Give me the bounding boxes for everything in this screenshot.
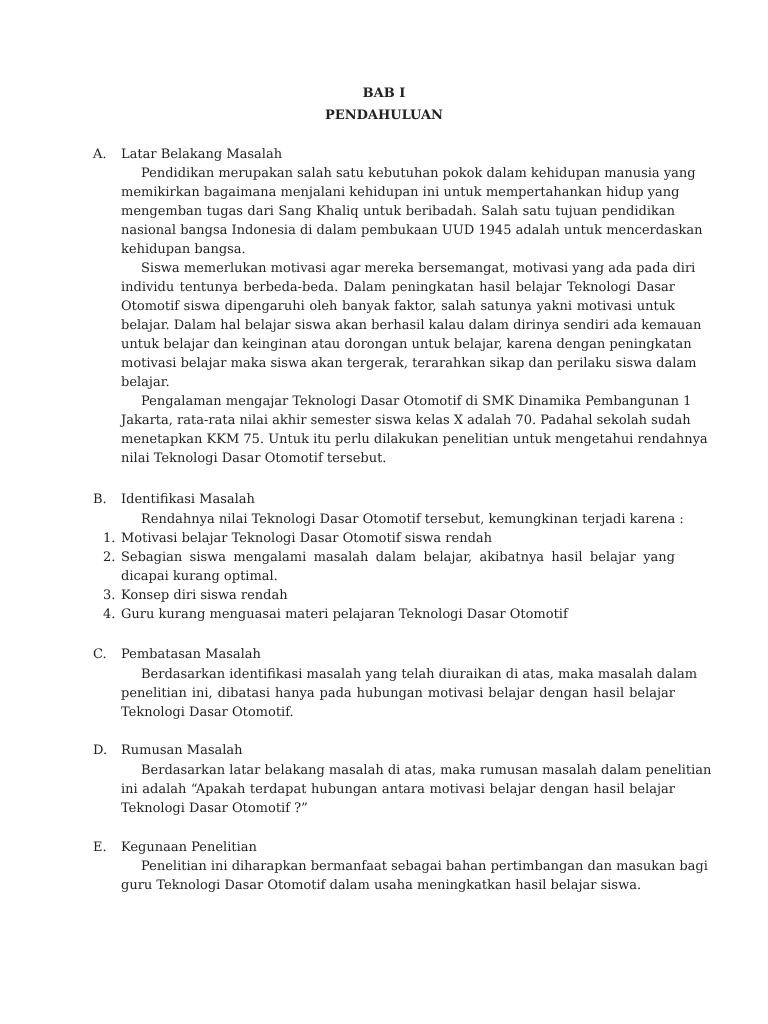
list-item: Konsep diri siswa rendah xyxy=(121,588,288,603)
list-number: 4. xyxy=(103,607,116,622)
section-d-heading: Rumusan Masalah xyxy=(121,743,243,758)
paragraph-line: motivasi belajar maka siswa akan tergerak, terarahkan sikap dan perilaku siswa dalam xyxy=(121,356,697,371)
list-item-continuation: dicapai kurang optimal. xyxy=(121,569,278,584)
section-a-letter: A. xyxy=(93,147,107,162)
paragraph-line: kehidupan bangsa. xyxy=(121,242,246,257)
paragraph-line: Berdasarkan latar belakang masalah di atas, maka rumusan masalah dalam penelitian xyxy=(141,763,712,778)
paragraph-line: untuk belajar dan keinginan atau dorongan untuk belajar, karena dengan peningkatan xyxy=(121,337,692,352)
list-number: 1. xyxy=(103,531,116,546)
paragraph-line: belajar. xyxy=(121,375,170,390)
list-number: 3. xyxy=(103,588,116,603)
list-item: Guru kurang menguasai materi pelajaran Teknologi Dasar Otomotif xyxy=(121,607,568,622)
section-e-letter: E. xyxy=(93,840,107,855)
paragraph-line: Pengalaman mengajar Teknologi Dasar Otomotif di SMK Dinamika Pembangunan 1 xyxy=(141,394,692,409)
paragraph-line: ini adalah “Apakah terdapat hubungan antara motivasi belajar dengan hasil belajar xyxy=(121,782,675,797)
paragraph-line: Teknologi Dasar Otomotif ?” xyxy=(121,801,308,816)
paragraph-line: belajar. Dalam hal belajar siswa akan berhasil kalau dalam dirinya sendiri ada kemauan xyxy=(121,318,702,333)
chapter-label: BAB I xyxy=(362,86,406,101)
paragraph-line: Jakarta, rata-rata nilai akhir semester siswa kelas X adalah 70. Padahal sekolah sudah xyxy=(121,413,691,428)
paragraph-line: mengemban tugas dari Sang Khaliq untuk beribadah. Salah satu tujuan pendidikan xyxy=(121,204,675,219)
section-d-letter: D. xyxy=(93,743,108,758)
paragraph-line: nasional bangsa Indonesia di dalam pembukaan UUD 1945 adalah untuk mencerdaskan xyxy=(121,223,703,238)
paragraph-line: penelitian ini, dibatasi hanya pada hubungan motivasi belajar dengan hasil belajar xyxy=(121,686,675,701)
paragraph-line: menetapkan KKM 75. Untuk itu perlu dilakukan penelitian untuk mengetahui rendahnya xyxy=(121,432,708,447)
section-e-heading: Kegunaan Penelitian xyxy=(121,840,257,855)
section-c-heading: Pembatasan Masalah xyxy=(121,647,261,662)
list-item: Motivasi belajar Teknologi Dasar Otomotif siswa rendah xyxy=(121,531,493,546)
paragraph-line: Teknologi Dasar Otomotif. xyxy=(121,705,294,720)
section-a-heading: Latar Belakang Masalah xyxy=(121,147,283,162)
paragraph-line: Berdasarkan identifikasi masalah yang telah diuraikan di atas, maka masalah dalam xyxy=(141,667,698,682)
list-item: Sebagian siswa mengalami masalah dalam belajar, akibatnya hasil belajar yang xyxy=(121,550,675,565)
paragraph-line: Otomotif siswa dipengaruhi oleh banyak faktor, salah satunya yakni motivasi untuk xyxy=(121,299,675,314)
paragraph-line: nilai Teknologi Dasar Otomotif tersebut. xyxy=(121,451,387,466)
section-c-letter: C. xyxy=(93,647,107,662)
paragraph-line: Siswa memerlukan motivasi agar mereka bersemangat, motivasi yang ada pada diri xyxy=(141,261,696,276)
paragraph-line: memikirkan bagaimana menjalani kehidupan ini untuk mempertahankan hidup yang xyxy=(121,185,680,200)
paragraph-line: guru Teknologi Dasar Otomotif dalam usaha meningkatkan hasil belajar siswa. xyxy=(121,878,642,893)
paragraph-line: Penelitian ini diharapkan bermanfaat sebagai bahan pertimbangan dan masukan bagi xyxy=(141,859,708,874)
section-b-letter: B. xyxy=(93,492,107,507)
section-b-heading: Identifikasi Masalah xyxy=(121,492,255,507)
chapter-title: PENDAHULUAN xyxy=(325,108,443,123)
paragraph-line: Rendahnya nilai Teknologi Dasar Otomotif tersebut, kemungkinan terjadi karena : xyxy=(141,512,684,527)
list-number: 2. xyxy=(103,550,116,565)
paragraph-line: Pendidikan merupakan salah satu kebutuhan pokok dalam kehidupan manusia yang xyxy=(141,166,696,181)
paragraph-line: individu tentunya berbeda-beda. Dalam peningkatan hasil belajar Teknologi Dasar xyxy=(121,280,675,295)
